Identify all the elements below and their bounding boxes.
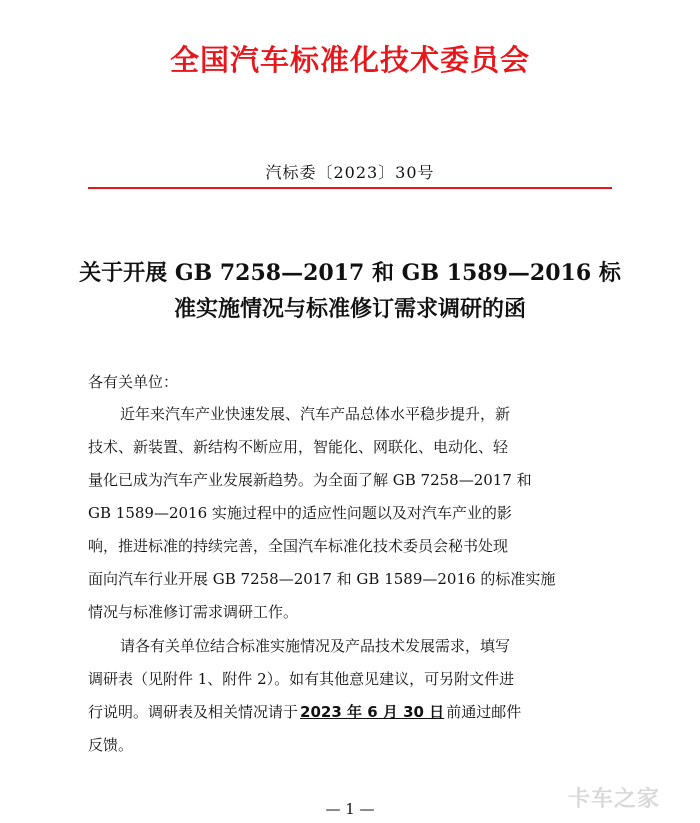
red-divider-line [88,187,612,189]
document-title-line-2: 准实施情况与标准修订需求调研的函 [173,296,526,322]
deadline-date: 2023 年 6 月 30 日 [300,703,445,721]
paragraph-line: GB 1589—2016 实施过程中的适应性问题以及对汽车产业的影 [88,504,512,522]
page-number: — 1 — [325,800,375,818]
paragraph-1 [88,398,618,629]
paragraph-line: 反馈。 [88,736,134,754]
document-title [78,255,622,327]
paragraph-line: 技术、新装置、新结构不断应用，智能化、网联化、电动化、轻 [88,438,509,456]
paragraph-2 [88,630,618,762]
paragraph-line-with-deadline [88,696,618,729]
deadline-prefix: 行说明。调研表及相关情况请于 [88,703,299,721]
paragraph-line: 调研表（见附件 1、附件 2）。如有其他意见建议，可另附文件进 [88,670,515,688]
watermark-logo: 卡车之家 [568,787,661,812]
paragraph-line: 情况与标准修订需求调研工作。 [88,603,299,621]
document-number: 汽标委〔2023〕30号 [265,163,435,182]
organization-header: 全国汽车标准化技术委员会 [169,43,530,77]
paragraph-line: 请各有关单位结合标准实施情况及产品技术发展需求，填写 [120,637,511,655]
paragraph-line: 面向汽车行业开展 GB 7258—2017 和 GB 1589—2016 的标准实施 [88,570,556,588]
paragraph-line: 响，推进标准的持续完善，全国汽车标准化技术委员会秘书处现 [88,537,509,555]
document-title-line-1: 关于开展 GB 7258—2017 和 GB 1589—2016 标 [79,260,621,286]
paragraph-line: 量化已成为汽车产业发展新趋势。为全面了解 GB 7258—2017 和 [88,471,532,489]
paragraph-line: 近年来汽车产业快速发展、汽车产品总体水平稳步提升，新 [120,405,511,423]
deadline-suffix: 前通过邮件 [446,703,522,721]
salutation: 各有关单位： [88,373,179,391]
